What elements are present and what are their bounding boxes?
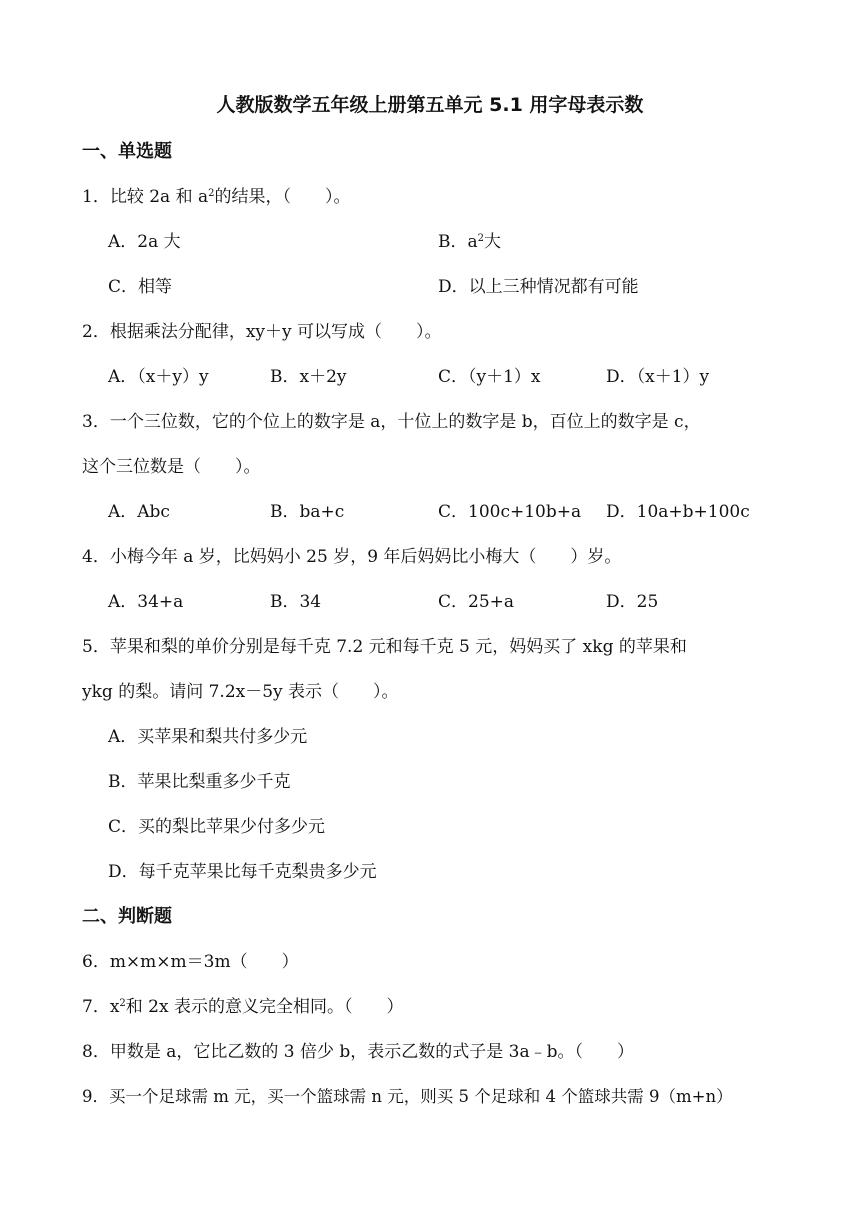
question-1-option-d[interactable]: D．以上三种情况都有可能 xyxy=(438,277,639,297)
question-6: 6．m×m×m＝3m（ ） xyxy=(82,952,299,972)
question-3-option-d[interactable]: D．10a+b+100c xyxy=(606,502,750,522)
question-4-option-a[interactable]: A．34+a xyxy=(108,592,184,612)
question-3-option-c[interactable]: C．100c+10b+a xyxy=(438,502,582,522)
question-7-superscript: 2 xyxy=(119,998,126,1009)
question-1-option-b-superscript: 2 xyxy=(477,233,485,244)
question-5-line-1: 5．苹果和梨的单价分别是每千克 7.2 元和每千克 5 元，妈妈买了 xkg 的苹果和 xyxy=(82,637,687,657)
section-heading-single-choice: 一、单选题 xyxy=(82,141,172,162)
question-1-option-a[interactable]: A．2a 大 xyxy=(108,232,181,252)
question-3-line-1: 3．一个三位数，它的个位上的数字是 a，十位上的数字是 b，百位上的数字是 c， xyxy=(82,412,701,432)
question-7-text-post: 和 2x 表示的意义完全相同。（ ） xyxy=(125,997,404,1017)
question-1-option-b-post: 大 xyxy=(484,232,502,252)
question-7 xyxy=(82,994,404,1020)
question-5-option-d[interactable]: D．每千克苹果比每千克梨贵多少元 xyxy=(108,862,377,882)
question-1-option-b[interactable] xyxy=(438,229,501,255)
question-2-option-a[interactable]: A．（x＋y）y xyxy=(108,367,209,387)
question-1-superscript: 2 xyxy=(208,188,215,199)
question-4-option-b[interactable]: B．34 xyxy=(270,592,322,612)
question-2-option-b[interactable]: B．x＋2y xyxy=(270,367,347,387)
question-4-option-d[interactable]: D．25 xyxy=(606,592,659,612)
page-title: 人教版数学五年级上册第五单元 5.1 用字母表示数 xyxy=(216,94,644,116)
question-3-option-b[interactable]: B．ba+c xyxy=(270,502,345,522)
question-2-option-c[interactable]: C．（y＋1）x xyxy=(438,367,541,387)
question-3-option-a[interactable]: A．Abc xyxy=(108,502,170,522)
question-1-option-b-pre: B．a xyxy=(438,232,478,252)
question-7-text-pre: 7．x xyxy=(82,997,120,1017)
question-2: 2．根据乘法分配律，xy＋y 可以写成（ ）。 xyxy=(82,322,442,342)
question-9: 9．买一个足球需 m 元，买一个篮球需 n 元，则买 5 个足球和 4 个篮球共需 9（m+n） xyxy=(82,1087,733,1106)
section-heading-true-false: 二、判断题 xyxy=(82,906,172,927)
question-5-option-c[interactable]: C．买的梨比苹果少付多少元 xyxy=(108,817,326,837)
question-8: 8．甲数是 a，它比乙数的 3 倍少 b，表示乙数的式子是 3a﹣b。（ ） xyxy=(82,1042,635,1062)
question-1-text-pre: 1．比较 2a 和 a xyxy=(82,187,209,207)
question-5-option-a[interactable]: A．买苹果和梨共付多少元 xyxy=(108,727,308,747)
question-5-option-b[interactable]: B．苹果比梨重多少千克 xyxy=(108,772,291,792)
question-2-option-d[interactable]: D．（x＋1）y xyxy=(606,367,710,387)
question-5-line-2: ykg 的梨。请问 7.2x－5y 表示（ ）。 xyxy=(82,682,399,702)
question-1 xyxy=(82,184,351,210)
question-4-option-c[interactable]: C．25+a xyxy=(438,592,515,612)
question-4: 4．小梅今年 a 岁，比妈妈小 25 岁，9 年后妈妈比小梅大（ ）岁。 xyxy=(82,547,622,567)
question-1-option-c[interactable]: C．相等 xyxy=(108,277,173,297)
question-1-text-post: 的结果，（ ）。 xyxy=(214,187,351,207)
question-3-line-2: 这个三位数是（ ）。 xyxy=(82,457,261,477)
